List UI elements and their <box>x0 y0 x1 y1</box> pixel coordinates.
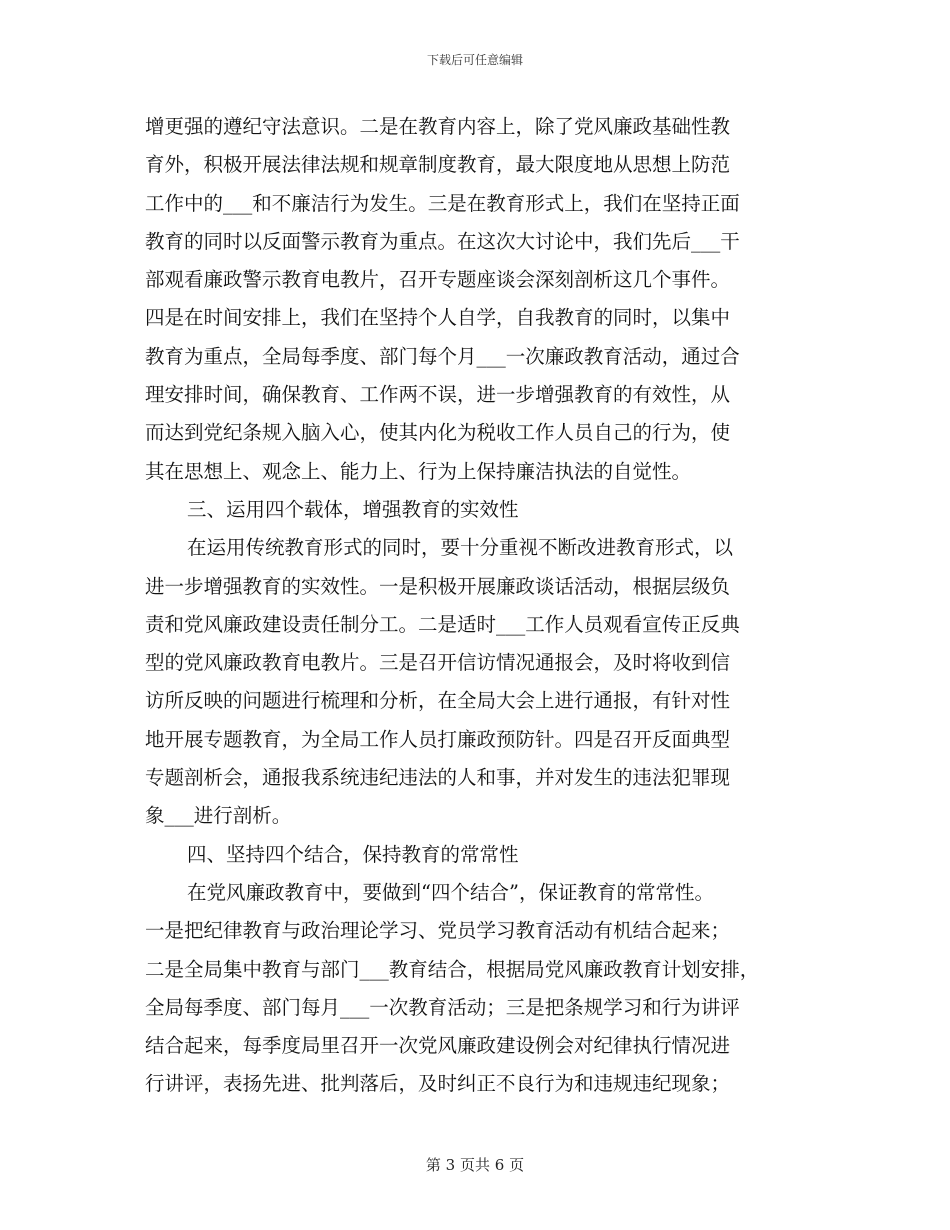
text-line: 而达到党纪条规入脑入心，使其内化为税收工作人员自己的行为，使 <box>145 421 731 445</box>
section-heading: 三、运用四个载体，增强教育的实效性 <box>187 497 519 521</box>
text-line: 增更强的遵纪守法意识。二是在教育内容上，除了党风廉政基础性教 <box>145 115 731 138</box>
text-line: 进一步增强教育的实效性。一是积极开展廉政谈话活动，根据层级负 <box>145 574 731 598</box>
text-line: 一是把纪律教育与政治理论学习、党员学习教育活动有机结合起来； <box>145 919 731 943</box>
text-line: 教育为重点，全局每季度、部门每个月___一次廉政教育活动，通过合 <box>145 344 740 368</box>
section-heading: 四、坚持四个结合，保持教育的常常性 <box>187 842 519 866</box>
text-line: 型的党风廉政教育电教片。三是召开信访情况通报会，及时将收到信 <box>145 651 731 675</box>
page-header: 下载后可任意编辑 <box>426 53 523 67</box>
text-line: 责和党风廉政建设责任制分工。二是适时___工作人员观看宣传正反典 <box>145 612 740 636</box>
document-body <box>145 108 805 1104</box>
text-line: 教育的同时以反面警示教育为重点。在这次大讨论中，我们先后___干 <box>145 229 740 253</box>
text-line: 工作中的___和不廉洁行为发生。三是在教育形式上，我们在坚持正面 <box>145 191 740 215</box>
text-line: 全局每季度、部门每月___一次教育活动；三是把条规学习和行为讲评 <box>145 995 740 1019</box>
text-line: 结合起来，每季度局里召开一次党风廉政建设例会对纪律执行情况进 <box>145 1034 731 1058</box>
text-line: 行讲评，表扬先进、批判落后，及时纠正不良行为和违规违纪现象； <box>145 1072 731 1096</box>
text-line: 访所反映的问题进行梳理和分析，在全局大会上进行通报，有针对性 <box>145 689 731 713</box>
text-line: 育外，积极开展法律法规和规章制度教育，最大限度地从思想上防范 <box>145 153 731 177</box>
text-line: 其在思想上、观念上、能力上、行为上保持廉洁执法的自觉性。 <box>145 459 692 483</box>
text-line: 地开展专题教育，为全局工作人员打廉政预防针。四是召开反面典型 <box>145 727 731 751</box>
text-line: 在运用传统教育形式的同时，要十分重视不断改进教育形式，以 <box>187 536 734 560</box>
text-line: 四是在时间安排上，我们在坚持个人自学，自我教育的同时，以集中 <box>145 306 731 330</box>
text-line: 专题剖析会，通报我系统违纪违法的人和事，并对发生的违法犯罪现 <box>145 766 731 790</box>
text-line: 部观看廉政警示教育电教片，召开专题座谈会深刻剖析这几个事件。 <box>145 268 731 292</box>
text-line: 理安排时间，确保教育、工作两不误，进一步增强教育的有效性，从 <box>145 383 731 407</box>
text-line: 二是全局集中教育与部门___教育结合，根据局党风廉政教育计划安排， <box>145 957 760 981</box>
text-line: 在党风廉政教育中，要做到“四个结合”，保证教育的常常性。 <box>187 880 714 904</box>
text-line: 象___进行剖析。 <box>145 804 292 828</box>
page-number-footer: 第 3 页共 6 页 <box>425 1156 525 1174</box>
